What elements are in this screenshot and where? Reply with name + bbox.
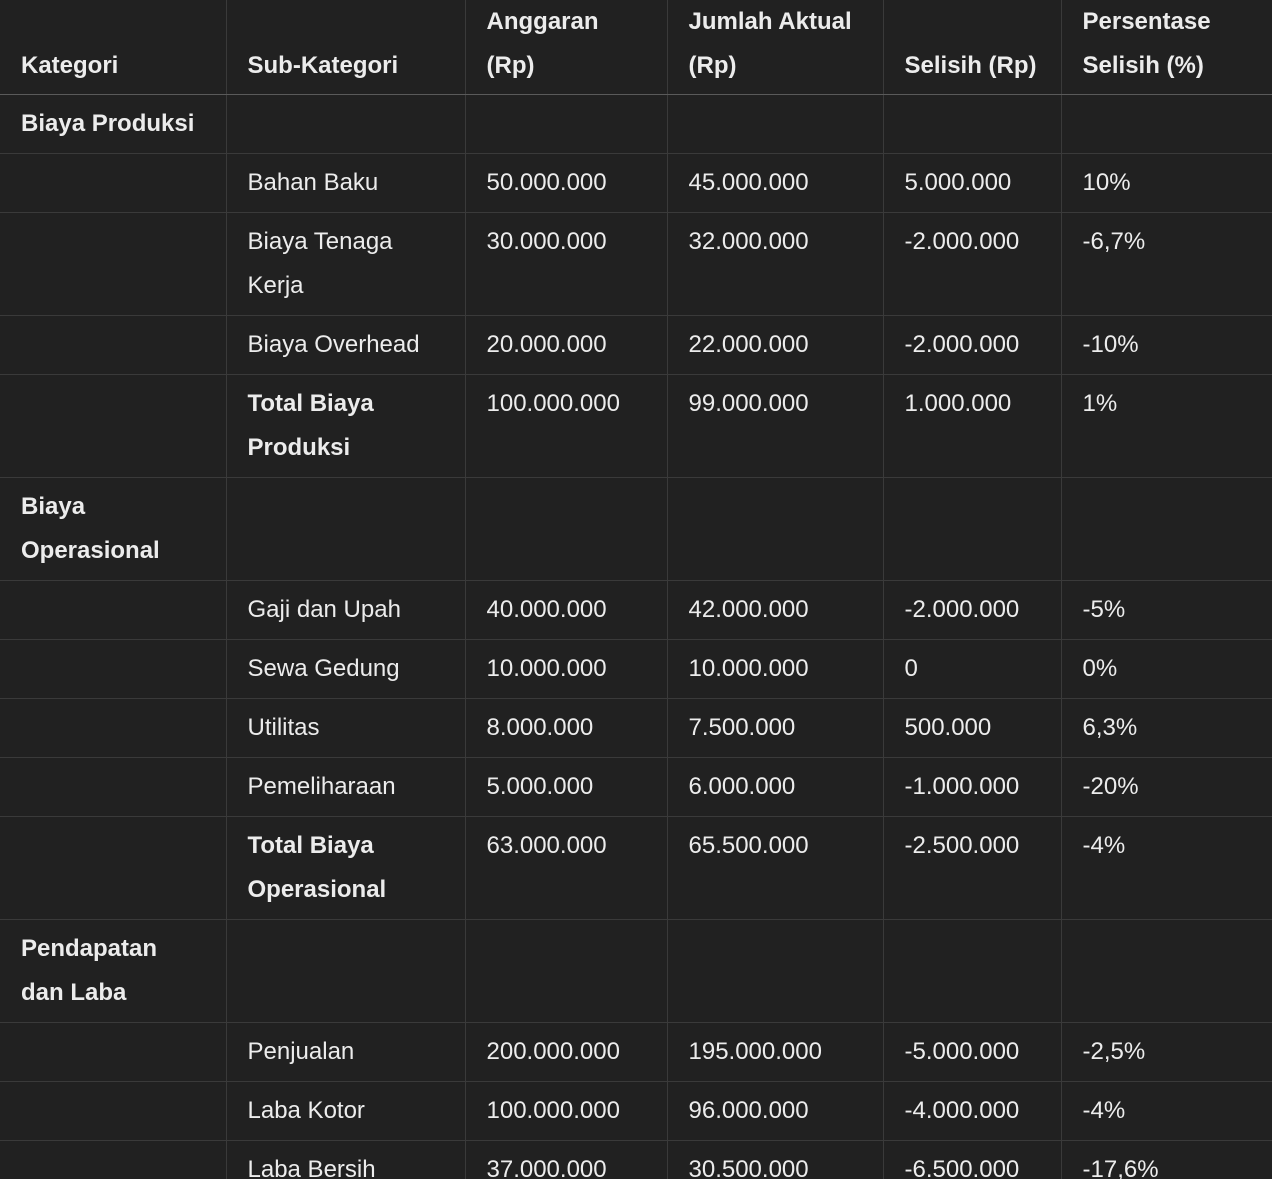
- selisih-cell: -2.500.000: [883, 817, 1061, 920]
- selisih-cell: -1.000.000: [883, 758, 1061, 817]
- sub-category-cell: Biaya Tenaga Kerja: [226, 213, 465, 316]
- selisih-cell: -2.000.000: [883, 213, 1061, 316]
- anggaran-cell: 100.000.000: [465, 375, 667, 478]
- anggaran-cell: 30.000.000: [465, 213, 667, 316]
- anggaran-cell: 63.000.000: [465, 817, 667, 920]
- table-row: [0, 213, 1272, 316]
- persentase-cell: 0%: [1061, 640, 1272, 699]
- aktual-cell: 10.000.000: [667, 640, 883, 699]
- sub-category-cell: Utilitas: [226, 699, 465, 758]
- aktual-cell: 42.000.000: [667, 581, 883, 640]
- persentase-cell: -20%: [1061, 758, 1272, 817]
- aktual-cell: 96.000.000: [667, 1082, 883, 1141]
- category-row: [0, 920, 1272, 1023]
- table-row: [0, 758, 1272, 817]
- aktual-cell: 32.000.000: [667, 213, 883, 316]
- anggaran-cell: 200.000.000: [465, 1023, 667, 1082]
- table-row: [0, 1141, 1272, 1179]
- persentase-cell: -2,5%: [1061, 1023, 1272, 1082]
- table-row: [0, 1082, 1272, 1141]
- aktual-cell: 7.500.000: [667, 699, 883, 758]
- header-row: [0, 0, 1272, 95]
- sub-category-cell: Sewa Gedung: [226, 640, 465, 699]
- header-jumlah-aktual: Jumlah Aktual (Rp): [667, 0, 883, 95]
- table-row: [0, 581, 1272, 640]
- persentase-cell: -10%: [1061, 316, 1272, 375]
- selisih-cell: -2.000.000: [883, 581, 1061, 640]
- selisih-cell: 5.000.000: [883, 154, 1061, 213]
- total-label-cell: Total Biaya Operasional: [226, 817, 465, 920]
- persentase-cell: -5%: [1061, 581, 1272, 640]
- header-persentase-selisih: Persentase Selisih (%): [1061, 0, 1272, 95]
- sub-category-cell: Bahan Baku: [226, 154, 465, 213]
- sub-category-cell: Penjualan: [226, 1023, 465, 1082]
- sub-category-cell: Pemeliharaan: [226, 758, 465, 817]
- table-row: [0, 316, 1272, 375]
- table-row: [0, 640, 1272, 699]
- selisih-cell: -6.500.000: [883, 1141, 1061, 1179]
- header-anggaran: Anggaran (Rp): [465, 0, 667, 95]
- aktual-cell: 45.000.000: [667, 154, 883, 213]
- anggaran-cell: 10.000.000: [465, 640, 667, 699]
- selisih-cell: -2.000.000: [883, 316, 1061, 375]
- category-cell: Biaya Produksi: [0, 95, 226, 154]
- sub-category-cell: Laba Bersih: [226, 1141, 465, 1179]
- selisih-cell: 500.000: [883, 699, 1061, 758]
- aktual-cell: 99.000.000: [667, 375, 883, 478]
- selisih-cell: -4.000.000: [883, 1082, 1061, 1141]
- header-kategori: Kategori: [0, 0, 226, 95]
- aktual-cell: 22.000.000: [667, 316, 883, 375]
- sub-category-cell: Gaji dan Upah: [226, 581, 465, 640]
- total-row: [0, 817, 1272, 920]
- persentase-cell: -17,6%: [1061, 1141, 1272, 1179]
- persentase-cell: -6,7%: [1061, 213, 1272, 316]
- persentase-cell: 1%: [1061, 375, 1272, 478]
- sub-category-cell: Laba Kotor: [226, 1082, 465, 1141]
- anggaran-cell: 100.000.000: [465, 1082, 667, 1141]
- header-sub-kategori: Sub-Kategori: [226, 0, 465, 95]
- aktual-cell: 6.000.000: [667, 758, 883, 817]
- selisih-cell: -5.000.000: [883, 1023, 1061, 1082]
- anggaran-cell: 50.000.000: [465, 154, 667, 213]
- anggaran-cell: 37.000.000: [465, 1141, 667, 1179]
- table-row: [0, 699, 1272, 758]
- total-label-cell: Total Biaya Produksi: [226, 375, 465, 478]
- category-row: [0, 95, 1272, 154]
- selisih-cell: 0: [883, 640, 1061, 699]
- table-row: [0, 1023, 1272, 1082]
- aktual-cell: 30.500.000: [667, 1141, 883, 1179]
- persentase-cell: 6,3%: [1061, 699, 1272, 758]
- category-row: [0, 478, 1272, 581]
- selisih-cell: 1.000.000: [883, 375, 1061, 478]
- persentase-cell: -4%: [1061, 817, 1272, 920]
- persentase-cell: -4%: [1061, 1082, 1272, 1141]
- anggaran-cell: 20.000.000: [465, 316, 667, 375]
- table-row: [0, 154, 1272, 213]
- aktual-cell: 195.000.000: [667, 1023, 883, 1082]
- sub-category-cell: Biaya Overhead: [226, 316, 465, 375]
- anggaran-cell: 40.000.000: [465, 581, 667, 640]
- aktual-cell: 65.500.000: [667, 817, 883, 920]
- persentase-cell: 10%: [1061, 154, 1272, 213]
- anggaran-cell: 5.000.000: [465, 758, 667, 817]
- total-row: [0, 375, 1272, 478]
- anggaran-cell: 8.000.000: [465, 699, 667, 758]
- category-cell: Pendapatan dan Laba: [0, 920, 226, 1023]
- header-selisih: Selisih (Rp): [883, 0, 1061, 95]
- category-cell: Biaya Operasional: [0, 478, 226, 581]
